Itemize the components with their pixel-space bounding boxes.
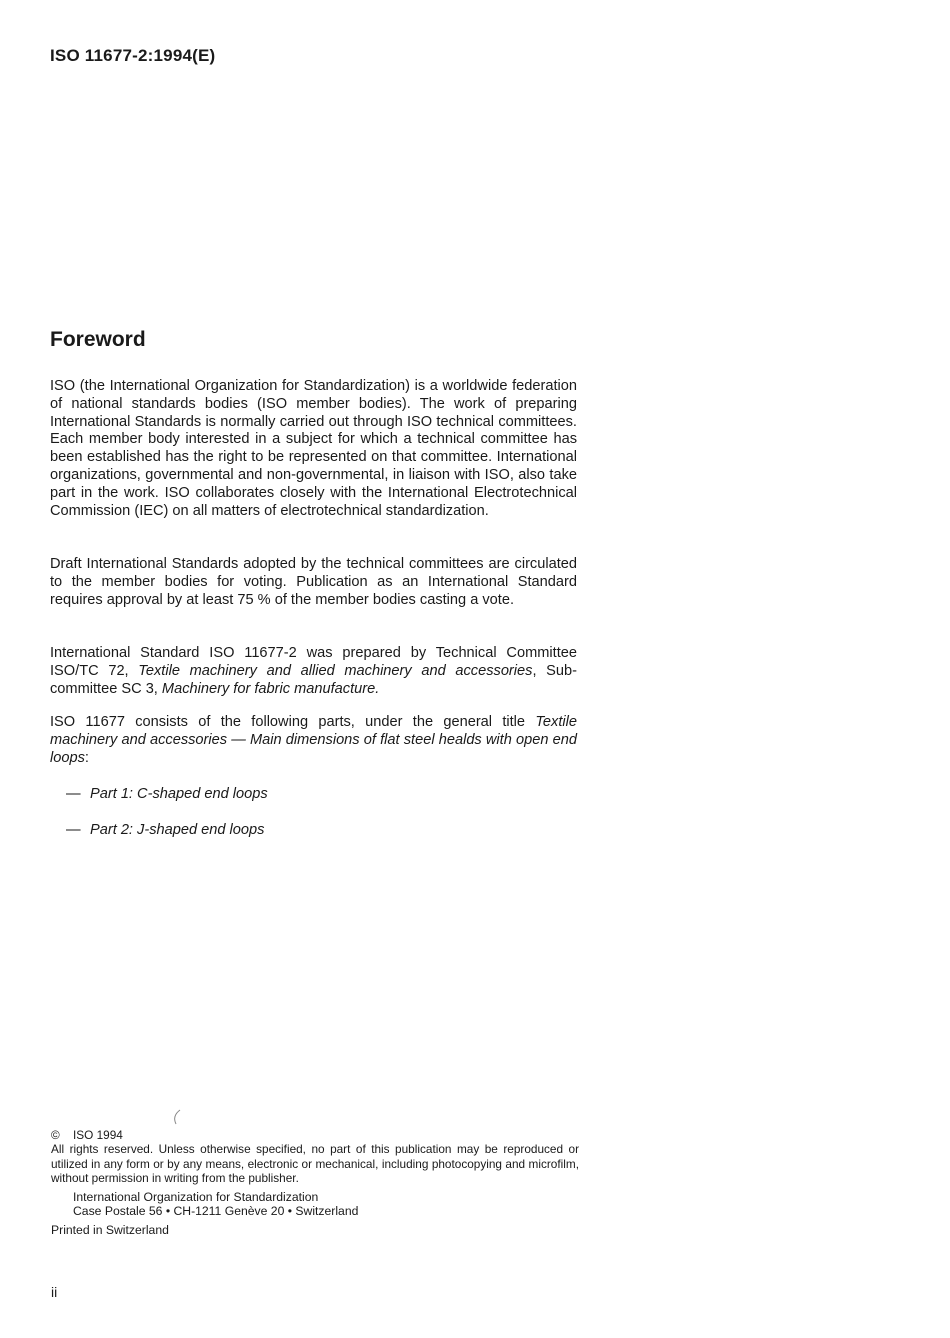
copyright-line bbox=[51, 1128, 579, 1142]
document-identifier: ISO 11677-2:1994(E) bbox=[50, 46, 216, 65]
postal-address: Case Postale 56 • CH-1211 Genève 20 • Switzerland bbox=[73, 1204, 359, 1219]
preparation-text: International Standard ISO 11677-2 was prepared by Technical Committee ISO/TC 72, bbox=[50, 645, 577, 679]
parts-intro-text: ISO 11677 consists of the following parts, under the general title bbox=[50, 714, 536, 730]
section-heading: Foreword bbox=[50, 328, 146, 351]
stray-mark-icon bbox=[170, 1108, 182, 1126]
parts-intro-colon: : bbox=[84, 749, 89, 766]
paragraph-preparation bbox=[50, 645, 577, 698]
list-dash: — bbox=[66, 786, 81, 802]
publisher-address bbox=[73, 1190, 579, 1219]
copyright-text: ISO 1994 bbox=[73, 1128, 123, 1142]
copyright-icon: © bbox=[51, 1128, 60, 1142]
subcommittee-title: Machinery for fabric manufacture. bbox=[161, 680, 380, 697]
part-title: Part 1: C-shaped end loops bbox=[90, 786, 268, 802]
publisher-name: International Organization for Standardization bbox=[73, 1189, 319, 1204]
list-dash: — bbox=[66, 822, 81, 838]
general-title: Textile machinery and accessories — Main dimensions of flat steel healds with open end loops bbox=[50, 714, 577, 766]
list-item-part-1 bbox=[66, 785, 268, 803]
rights-notice: All rights reserved. Unless otherwise specified, no part of this publication may be reproduced or utilized in any form or by any means, electronic or mechanical, including photocopying and microfilm, without permission in writing from the publisher. bbox=[51, 1142, 579, 1186]
subcommittee-text: , Sub-committee SC 3, bbox=[50, 662, 578, 697]
page-number: ii bbox=[51, 1284, 58, 1300]
part-title: Part 2: J-shaped end loops bbox=[90, 822, 265, 838]
list-item-part-2 bbox=[66, 821, 264, 839]
copyright-footer bbox=[51, 1128, 579, 1237]
paragraph-draft-standards: Draft International Standards adopted by the technical committees are circulated to the member bodies for voting. Publication as an International Standard requires approval by at least 75 % of the member bodies casting a vote. bbox=[50, 556, 577, 608]
paragraph-parts-intro bbox=[50, 714, 577, 767]
printed-location: Printed in Switzerland bbox=[51, 1222, 169, 1237]
paragraph-iso-intro: ISO (the International Organization for Standardization) is a worldwide federation of national standards bodies (ISO member bodies). The work of preparing International Standards is normally carried out through ISO technical committees. Each member body interested in a subject for which a technical committee has been established has the right to be represented on that committee. International organizations, governmental and non-governmental, in liaison with ISO, also take part in the work. ISO collaborates closely with the International Electrotechnical Commission (IEC) on all matters of electrotechnical standardization. bbox=[50, 378, 577, 519]
committee-title: Textile machinery and allied machinery and accessories bbox=[138, 662, 533, 679]
